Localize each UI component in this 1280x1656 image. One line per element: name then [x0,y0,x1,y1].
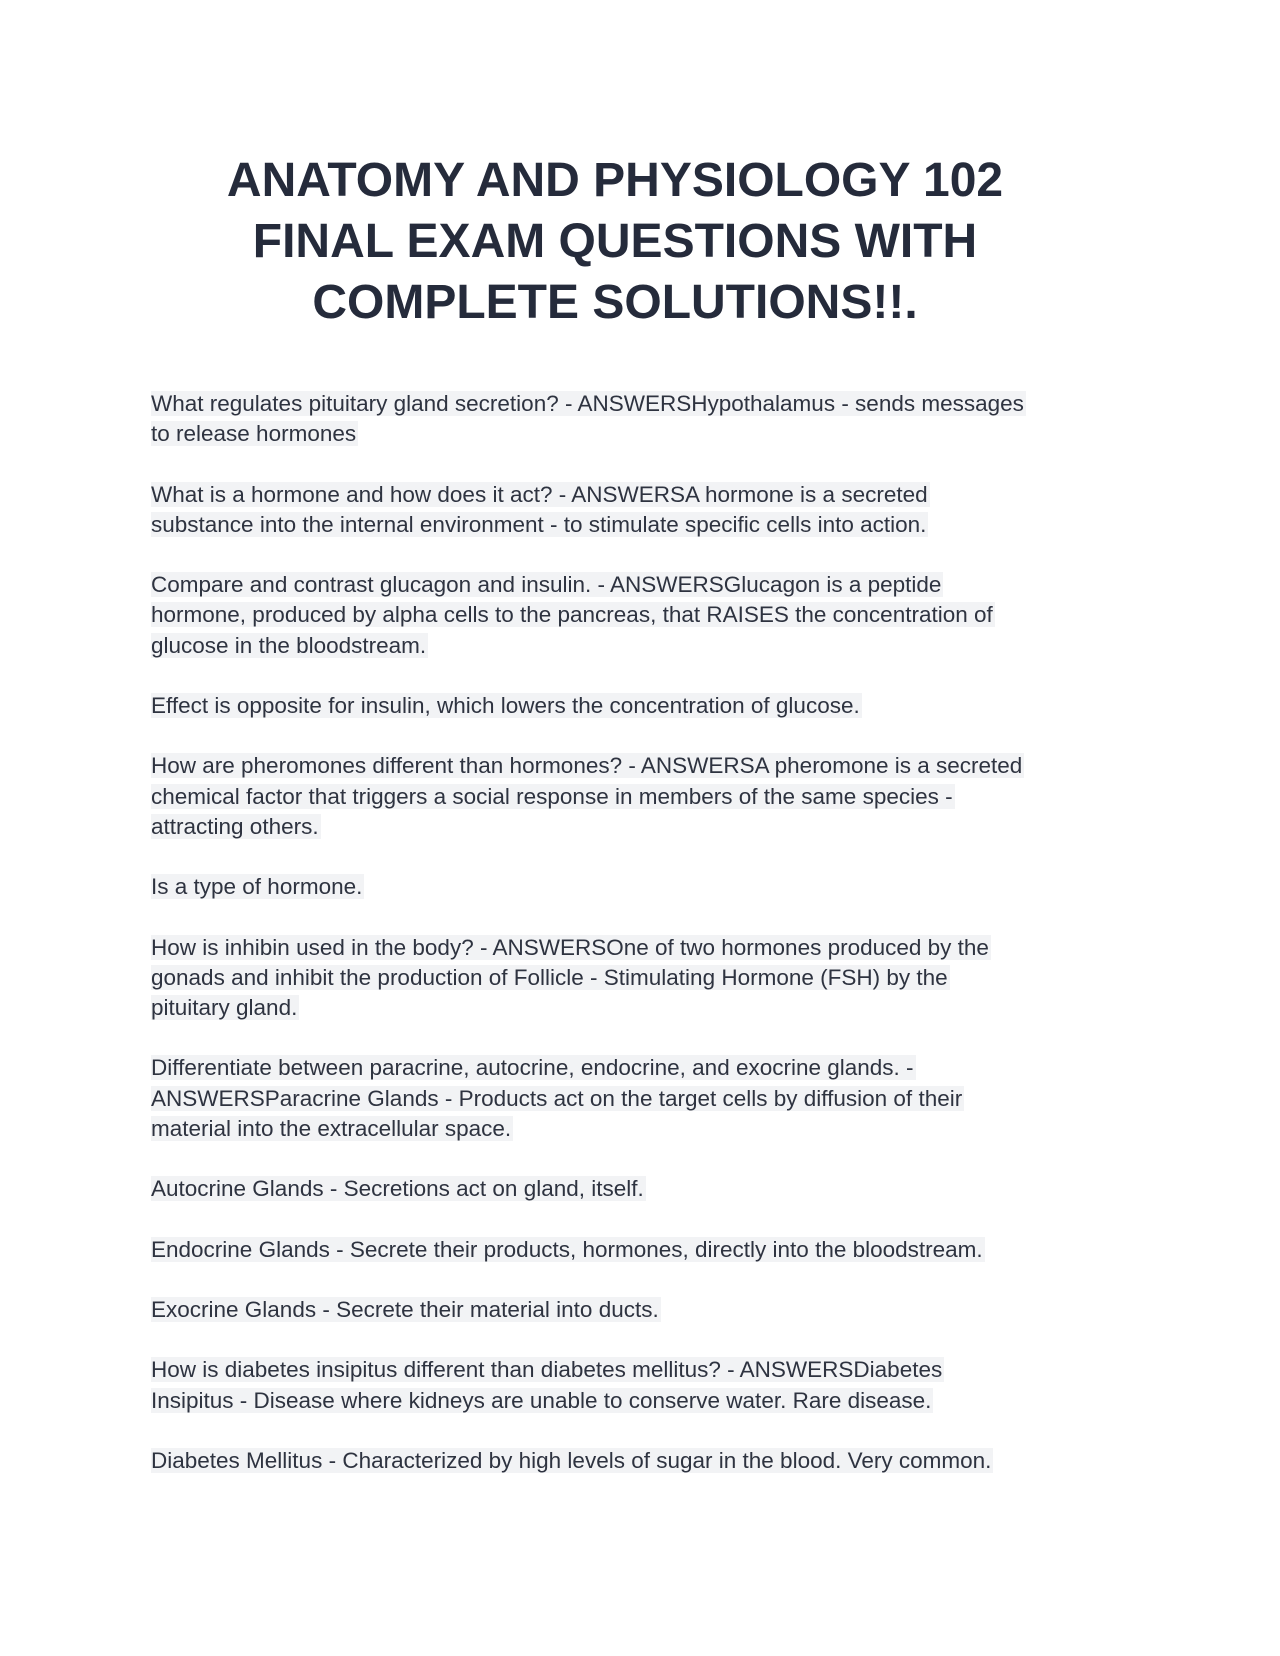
text-line-content: Compare and contrast glucagon and insulin. - ANSWERSGlucagon is a peptide [151,572,942,598]
text-line [151,1174,1151,1204]
text-line-content: attracting others. [151,813,319,839]
text-line [151,570,1151,600]
text-line [151,1446,1151,1476]
qa-paragraph [151,1295,1151,1325]
text-line [151,1235,1151,1265]
qa-paragraph [151,872,1151,902]
text-line-content: How is diabetes insipitus different than diabetes mellitus? - ANSWERSDiabetes [151,1357,943,1383]
qa-paragraph [151,1235,1151,1265]
text-line-content: gonads and inhibit the production of Follicle - Stimulating Hormone (FSH) by the [151,964,948,990]
text-line [151,1386,1151,1416]
text-line [151,963,1151,993]
text-line-content: substance into the internal environment - to stimulate specific cells into action. [151,511,927,537]
text-line [151,933,1151,963]
text-line-content: Insipitus - Disease where kidneys are unable to conserve water. Rare disease. [151,1387,932,1413]
text-line [151,1084,1151,1114]
text-line-content: Diabetes Mellitus - Characterized by high levels of sugar in the blood. Very common. [151,1447,992,1473]
text-line-content: material into the extracellular space. [151,1116,512,1142]
text-line [151,1114,1151,1144]
text-line [151,1295,1151,1325]
text-line [151,419,1151,449]
text-line-content: ANSWERSParacrine Glands - Products act on the target cells by diffusion of their [151,1085,963,1111]
text-line-content: How are pheromones different than hormones? - ANSWERSA pheromone is a secreted [151,753,1023,779]
qa-paragraph [151,933,1151,1024]
text-line [151,812,1151,842]
text-line [151,782,1151,812]
qa-paragraph [151,1174,1151,1204]
title-line: FINAL EXAM QUESTIONS WITH [252,215,978,268]
text-line [151,1355,1151,1385]
title-line: ANATOMY AND PHYSIOLOGY 102 [226,154,1004,207]
qa-paragraph [151,751,1151,842]
text-line-content: Autocrine Glands - Secretions act on gland, itself. [151,1176,644,1202]
text-line-content: glucose in the bloodstream. [151,632,427,658]
text-line-content: chemical factor that triggers a social response in members of the same species - [151,783,953,809]
text-line [151,480,1151,510]
text-line-content: to release hormones [151,421,357,447]
qa-paragraph [151,691,1151,721]
document-title [150,150,1080,333]
text-line-content: pituitary gland. [151,995,298,1021]
qa-paragraph [151,1053,1151,1144]
text-line-content: Is a type of hormone. [151,874,363,900]
text-line [151,389,1151,419]
qa-paragraph [151,480,1151,541]
text-line-content: Differentiate between paracrine, autocrine, endocrine, and exocrine glands. - [151,1055,914,1081]
text-line [151,1053,1151,1083]
text-line [151,600,1151,630]
text-line [151,631,1151,661]
qa-paragraph [151,1355,1151,1416]
text-line-content: Endocrine Glands - Secrete their products, hormones, directly into the bloodstream. [151,1236,983,1262]
text-line-content: Exocrine Glands - Secrete their material into ducts. [151,1296,659,1322]
text-line [151,993,1151,1023]
text-line-content: Effect is opposite for insulin, which lowers the concentration of glucose. [151,693,860,719]
qa-paragraph [151,1446,1151,1476]
text-line-content: How is inhibin used in the body? - ANSWERSOne of two hormones produced by the [151,934,989,960]
text-line [151,691,1151,721]
text-line [151,510,1151,540]
text-line-content: What is a hormone and how does it act? - ANSWERSA hormone is a secreted [151,481,928,507]
text-line-content: What regulates pituitary gland secretion? - ANSWERSHypothalamus - sends messages [151,391,1024,416]
qa-paragraph [151,389,1151,450]
title-line: COMPLETE SOLUTIONS!!. [312,276,918,329]
qa-content [151,389,1151,1506]
qa-paragraph [151,570,1151,661]
text-line [151,751,1151,781]
text-line-content: hormone, produced by alpha cells to the pancreas, that RAISES the concentration of [151,602,993,628]
text-line [151,872,1151,902]
